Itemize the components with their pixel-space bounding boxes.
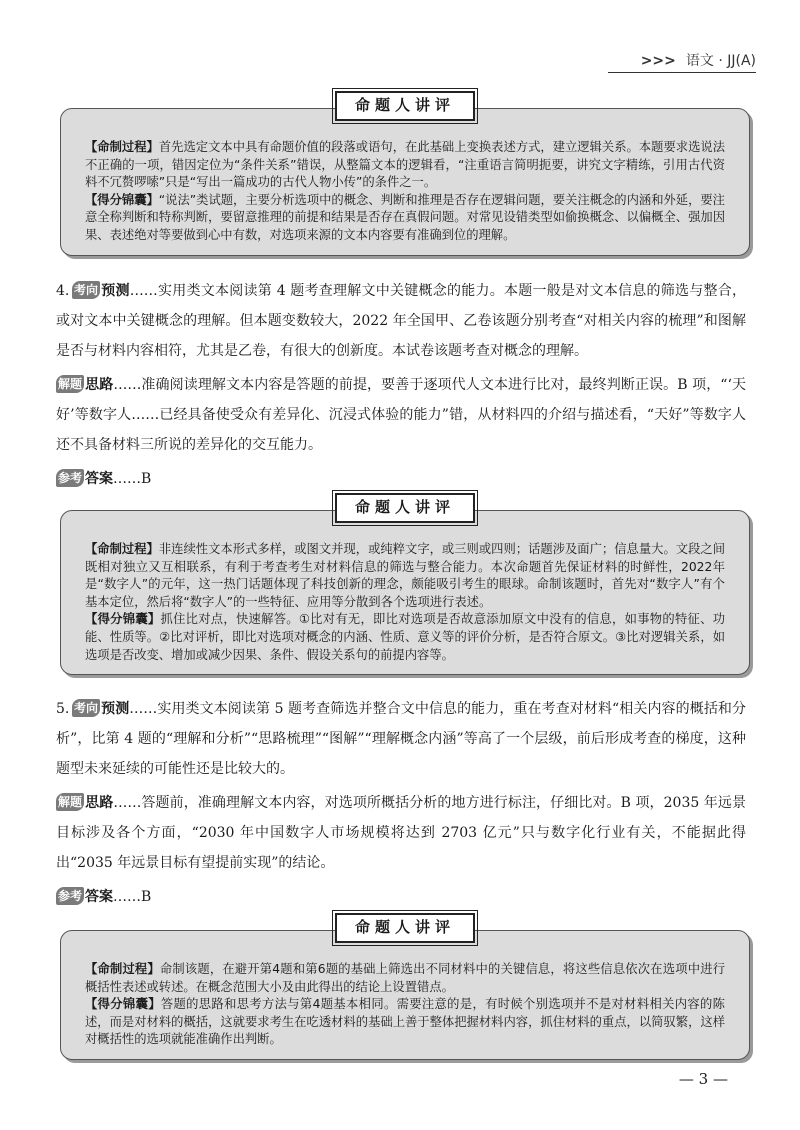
q4-kaoxiang-chip: 考向 xyxy=(74,283,99,297)
q5-cankao-chip: 参考 xyxy=(58,889,83,903)
q5-kaoxiang-chip: 考向 xyxy=(74,701,99,715)
q4-jieti-chip: 解题 xyxy=(58,377,83,391)
q5-answer-text: ……B xyxy=(113,889,152,905)
q5-number: 5. xyxy=(56,701,70,717)
q4-prediction xyxy=(56,276,746,366)
review-box-3 xyxy=(60,918,750,1060)
q4-number: 4. xyxy=(56,283,70,299)
page-number: — 3 — xyxy=(678,1070,728,1088)
q5-approach-text: ……答题前，准确理解文本内容，对选项所概括分析的地方进行标注，仔细比对。B 项，2035 年远景目标涉及各个方面，“2030 年中国数字人市场规模将达到 2703 亿元”只与数字化行业有关，不能据此得出“2035 年远景目标有望提前实现”的结论。 xyxy=(56,795,747,871)
process-text: 首先选定文本中具有命题价值的段落或语句，在此基础上变换表述方式，建立逻辑关系。本题要求选说法不正确的一项，错因定位为“条件关系”错误，从整篇文本的逻辑看，“注重语言简明扼要，讲究文字精练，引用古代资料不冗赘啰嗦”只是“写出一篇成功的古代人物小传”的条件之一。 xyxy=(85,140,725,190)
q4-answer-text: ……B xyxy=(113,471,152,487)
q5-label-approach: 思路 xyxy=(85,795,114,811)
q5-label-answer: 答案 xyxy=(85,889,114,905)
process-tag: 【命制过程】 xyxy=(85,962,160,976)
q4-label-answer: 答案 xyxy=(85,471,114,487)
process-tag: 【命制过程】 xyxy=(85,140,159,154)
review-box-1 xyxy=(60,96,750,256)
q4-answer xyxy=(56,464,746,494)
review-process xyxy=(85,541,725,611)
q5-label-prediction: 预测 xyxy=(101,701,130,717)
review-tips xyxy=(85,611,725,664)
tips-tag: 【得分锦囊】 xyxy=(85,192,159,207)
question-4 xyxy=(56,276,746,494)
review-title: 命题人讲评 xyxy=(335,913,475,943)
review-process xyxy=(85,961,725,996)
tips-text: 答题的思路和思考方法与第4题基本相同。需要注意的是，有时候个别选项并不是对材料相关内容的陈述，而是对材料的概括，这就要求考生在吃透材料的基础上善于整体把握材料内容，抓住材料的重点，以简驭繁，这样对概括性的选项就能准确作出判断。 xyxy=(85,997,725,1047)
q4-approach-text: ……准确阅读理解文本内容是答题的前提，要善于逐项代人文本进行比对，最终判断正误。B 项，“‘天好’等数字人……已经具备使受众有差异化、沉浸式体验的能力”错，从材料四的介绍与描述看，“天好”等数字人还不具备材料三所说的差异化的交互能力。 xyxy=(56,377,747,453)
header-arrows: >>> xyxy=(640,53,676,69)
q4-cankao-chip: 参考 xyxy=(58,471,83,485)
review-box-2 xyxy=(60,498,750,675)
process-text: 命制该题，在避开第4题和第6题的基础上筛选出不同材料中的关键信息，将这些信息依次在选项中进行概括性表述或转述。在概念范围大小及由此得出的结论上设置错点。 xyxy=(85,962,725,994)
q4-label-approach: 思路 xyxy=(85,377,114,393)
q5-prediction xyxy=(56,694,746,784)
review-tips xyxy=(85,996,725,1049)
q5-jieti-chip: 解题 xyxy=(58,795,83,809)
q4-label-prediction: 预测 xyxy=(101,283,130,299)
process-tag: 【命制过程】 xyxy=(85,542,159,556)
header-subject: 语文 · JJ(A) xyxy=(685,53,756,69)
header-rule xyxy=(608,72,756,73)
review-process xyxy=(85,139,725,192)
process-text: 非连续性文本形式多样，或图文并现，或纯粹文字，或三则或四则；话题涉及面广；信息量大。文段之间既相对独立又互相联系，有利于考查考生对材料信息的筛选与整合能力。本次命题首先保证材料的时鲜性，2022年是“数字人”的元年，这一热门话题体现了科技创新的理念，颇能吸引考生的眼球。命制该题时，首先对“数字人”有个基本定位，然后将“数字人”的一些特征、应用等分散到各个选项进行表述。 xyxy=(85,542,725,609)
review-title: 命题人讲评 xyxy=(335,493,475,523)
review-tips xyxy=(85,192,725,245)
q4-prediction-text: ……实用类文本阅读第 4 题考查理解文中关键概念的能力。本题一般是对文本信息的筛选与整合，或对文本中关键概念的理解。但本题变数较大，2022 年全国甲、乙卷该题分别考查“对相关内容的梳理”和图解是否与材料内容相符，尤其是乙卷，有很大的创新度。本试卷该题考查对概念的理解。 xyxy=(56,283,746,359)
question-5 xyxy=(56,694,746,912)
q4-approach xyxy=(56,370,746,460)
q5-approach xyxy=(56,788,746,878)
tips-tag: 【得分锦囊】 xyxy=(85,997,161,1012)
q5-prediction-text: ……实用类文本阅读第 5 题考查筛选并整合文中信息的能力，重在考查对材料“相关内容的概括和分析”，比第 4 题的“理解和分析”“思路梳理”“图解”“理解概念内涵”等高了一个层级，前后形成考查的梯度，这种题型未来延续的可能性还是比较大的。 xyxy=(56,701,746,777)
q5-answer xyxy=(56,882,746,912)
running-header xyxy=(641,50,756,70)
tips-text: “说法”类试题，主要分析选项中的概念、判断和推理是否存在逻辑问题，要关注概念的内涵和外延，要注意全称判断和特称判断，要留意推理的前提和结果是否存在真假问题。对常见设错类型如偷换概念、以偏概全、强加因果、表述绝对等要做到心中有数，对选项来源的文本内容要有准确到位的理解。 xyxy=(85,192,725,242)
tips-text: 抓住比对点，快速解答。①比对有无，即比对选项是否故意添加原文中没有的信息，如事物的特征、功能、性质等。②比对评析，即比对选项对概念的内涵、性质、意义等的评价分析，是否符合原文。③比对逻辑关系，如选项是否改变、增加或减少因果、条件、假设关系句的前提内容等。 xyxy=(85,612,725,662)
tips-tag: 【得分锦囊】 xyxy=(85,612,161,627)
review-title: 命题人讲评 xyxy=(335,91,475,121)
